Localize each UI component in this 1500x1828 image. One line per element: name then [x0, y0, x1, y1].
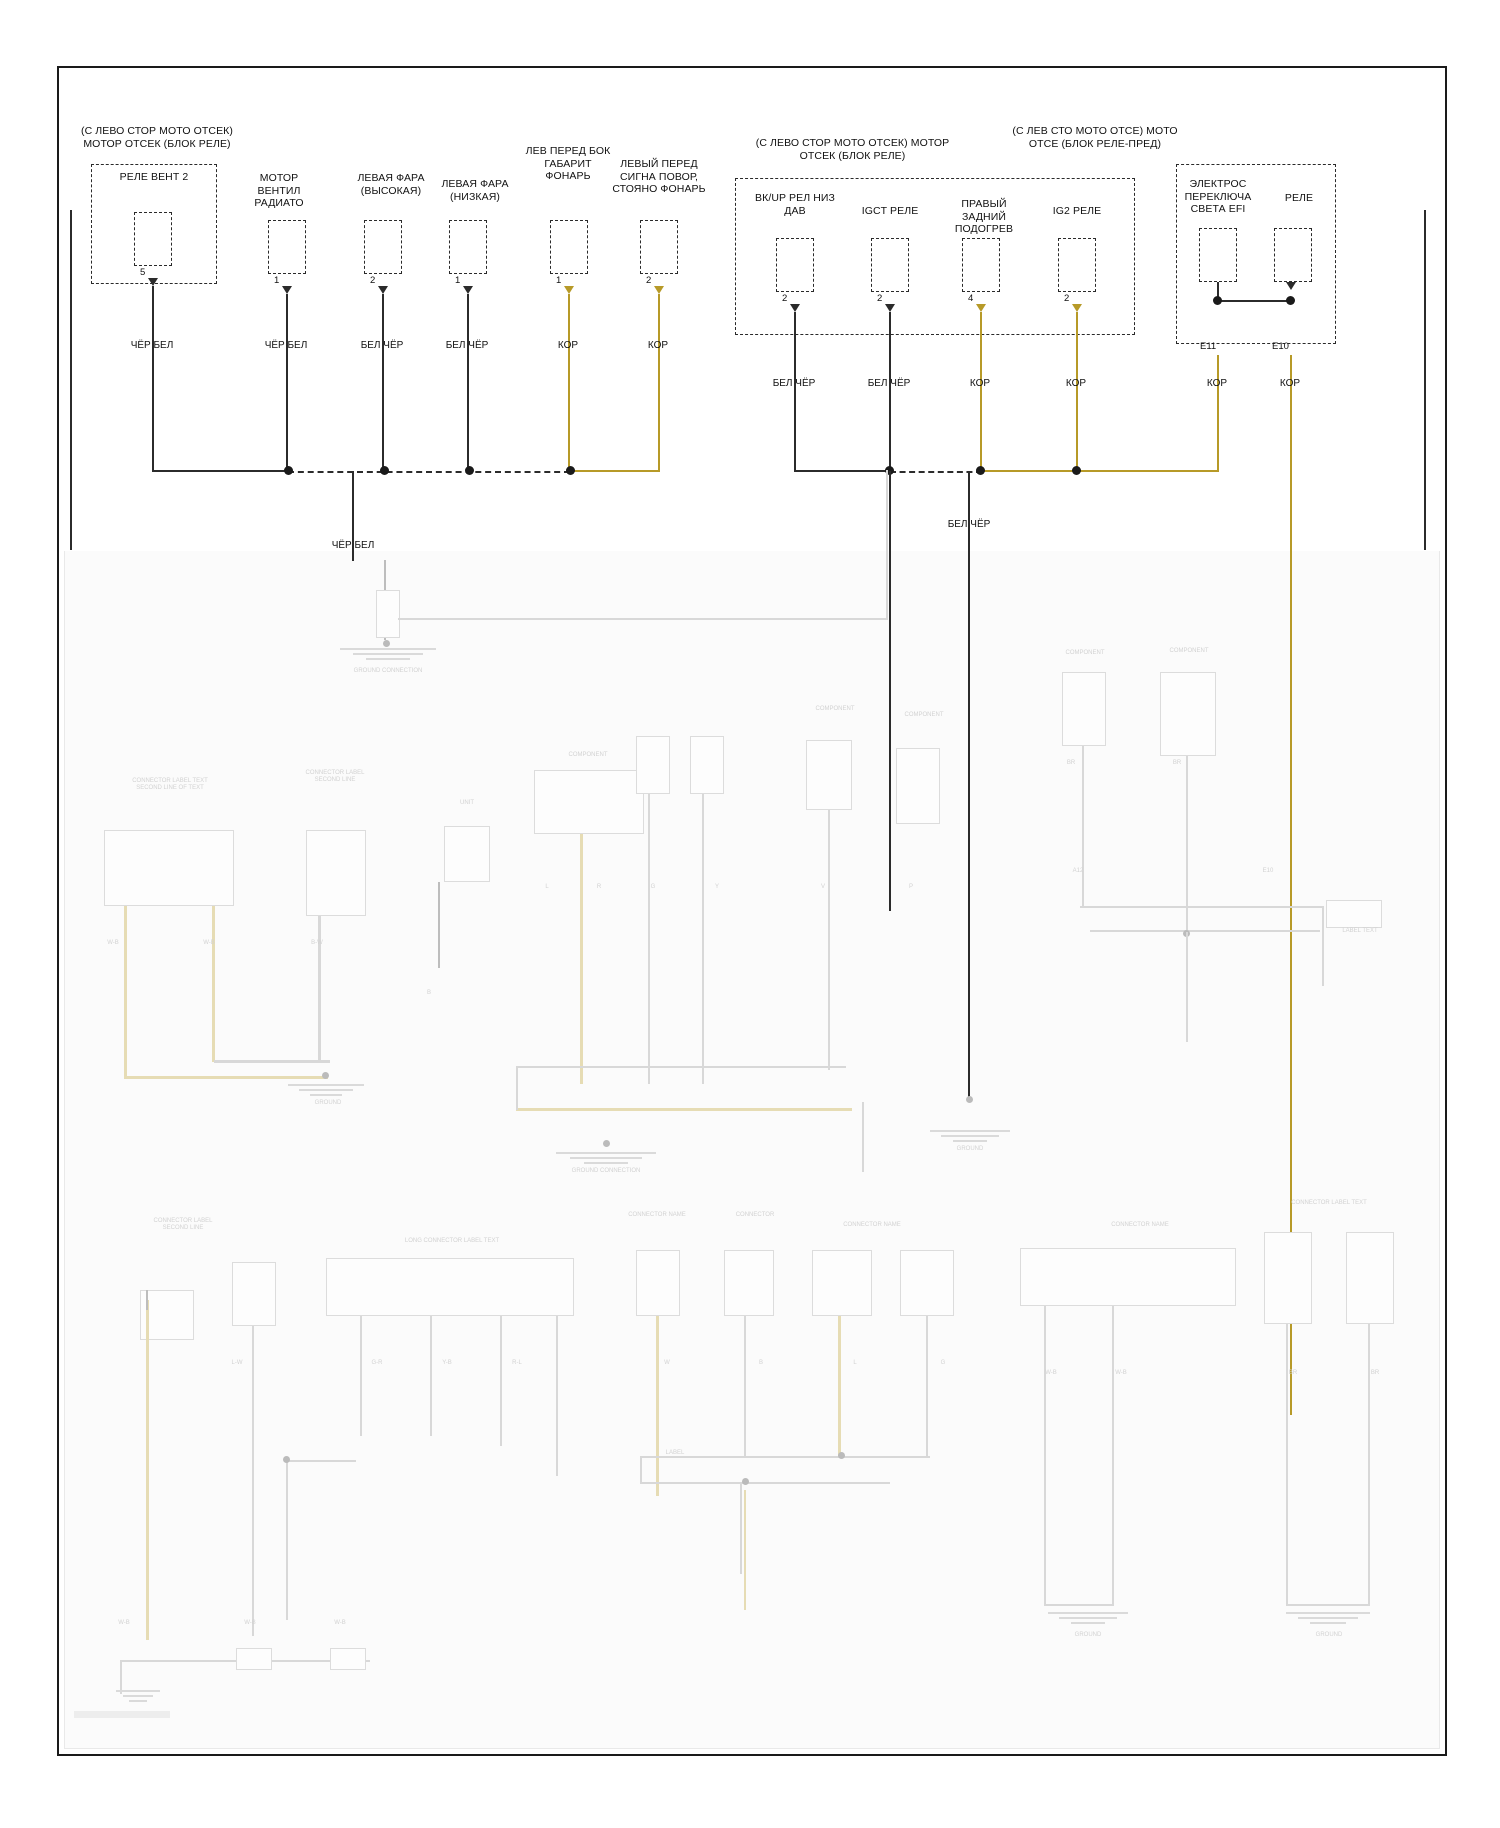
efi-light-switch-pin-box — [1199, 228, 1237, 282]
bus-left-dashed — [288, 471, 570, 473]
relay-vent-2-pin-number: 5 — [140, 267, 146, 278]
left-headlamp-low-pin-box — [449, 220, 487, 274]
bus-left-khaki — [568, 470, 660, 472]
bus-node-headlamp-low — [465, 466, 474, 475]
bus-node-ig2 — [1072, 466, 1081, 475]
frame-left-tick — [70, 210, 72, 550]
motor-vent-wire-label: ЧЁР БЕЛ — [264, 340, 308, 351]
bus-node-marker — [566, 466, 575, 475]
bkup-relay-pin-box — [776, 238, 814, 292]
relay-vent-2-wire-label: ЧЁР БЕЛ — [130, 340, 174, 351]
bus-left-solid — [152, 470, 288, 472]
ig2-relay-wire-label: КОР — [1065, 378, 1087, 389]
relay-block-left-1-header: (С ЛЕВО СТОР МОТО ОТСЕК) МОТОР ОТСЕК (БЛОК РЕЛЕ) — [80, 125, 233, 150]
ig2-relay-label: IG2 РЕЛЕ — [1052, 205, 1102, 217]
igct-relay-label: IGCT РЕЛЕ — [861, 205, 919, 217]
relay-vent-2-label: РЕЛЕ ВЕНТ 2 — [119, 171, 189, 183]
motor-vent-wire — [286, 294, 288, 472]
left-front-marker-pin-box — [550, 220, 588, 274]
left-headlamp-high-pin-number: 2 — [370, 275, 376, 286]
left-front-marker-label: ЛЕВ ПЕРЕД БОК ГАБАРИТ ФОНАРЬ — [525, 145, 611, 182]
bkup-relay-wire — [794, 312, 796, 472]
relay-vent-2-pin-box — [134, 212, 172, 266]
right-relay-arrow — [1286, 282, 1296, 290]
igct-relay-arrow — [885, 304, 895, 312]
left-headlamp-high-label: ЛЕВАЯ ФАРА (ВЫСОКАЯ) — [357, 172, 425, 197]
branch-drop-igct — [889, 471, 891, 911]
right-relay-node — [1286, 296, 1295, 305]
branch-cher-bel-label: ЧЁР БЕЛ — [331, 540, 375, 551]
bus-node-headlamp-high — [380, 466, 389, 475]
efi-light-switch-wire-label: КОР — [1206, 378, 1228, 389]
efi-light-switch-label: ЭЛЕКТРОС ПЕРЕКЛЮЧА СВЕТА EFI — [1184, 178, 1252, 215]
bkup-relay-wire-label: БЕЛ ЧЁР — [772, 378, 816, 389]
motor-vent-pin-number: 1 — [274, 275, 280, 286]
bkup-relay-label: ВК/UP РЕЛ НИЗ ДАВ — [755, 192, 835, 217]
footer-bar — [74, 1711, 170, 1718]
frame-right-tick — [1424, 210, 1426, 550]
bus-right-khaki — [980, 470, 1218, 472]
right-rear-defogger-label: ПРАВЫЙ ЗАДНИЙ ПОДОГРЕВ — [954, 198, 1014, 235]
left-headlamp-low-wire — [467, 294, 469, 472]
left-headlamp-high-pin-box — [364, 220, 402, 274]
right-relay-pin-box — [1274, 228, 1312, 282]
lower-diagram-plate — [64, 551, 1440, 1749]
right-rear-defogger-pin-number: 4 — [968, 293, 974, 304]
igct-relay-wire-label: БЕЛ ЧЁР — [867, 378, 911, 389]
relay-vent-2-wire — [152, 286, 154, 472]
diagram-sheet: (С ЛЕВО СТОР МОТО ОТСЕК) МОТОР ОТСЕК (БЛОК РЕЛЕ) (С ЛЕВО СТОР МОТО ОТСЕК) МОТОР ОТСЕК (БЛОК РЕЛЕ) (С ЛЕВ СТО МОТО ОТСЕ) МОТО ОТСЕ (БЛОК РЕЛЕ-ПРЕД) РЕЛЕ ВЕНТ 2 5 ЧЁР БЕЛ МОТОР ВЕНТИЛ РАДИАТО 1 ЧЁР БЕЛ ЛЕВАЯ ФАРА (ВЫСОКАЯ) 2 БЕЛ ЧЁР ЛЕВАЯ ФАРА (НИЗКАЯ) 1 БЕЛ ЧЁР ЛЕВ ПЕРЕД БОК ГАБАРИТ ФОНАРЬ 1 КОР ЛЕВЫЙ ПЕРЕД СИГНА ПОВОР, СТОЯНО ФОНАРЬ 2 КОР ВК/UP РЕЛ НИЗ ДАВ 2 БЕЛ ЧЁР IGCT РЕЛЕ 2 БЕЛ ЧЁР ПРАВЫЙ ЗАДНИЙ ПОДОГРЕВ 4 КОР IG2 РЕЛЕ 2 КОР ЭЛЕКТРОС ПЕРЕКЛЮЧА СВЕТА EFI E11 КОР РЕЛЕ E10 КОР ЧЁР БЕЛ БЕЛ ЧЁР GROUND CONNECTION CONNECTOR LABEL TEXT SECOND LINE OF TEXT CONNECTOR LABEL SECOND LINE UNIT GROUND COMPONENT COMPONENT COMPONENT GROUND CONNECTION GROUND COMPONENT COMPONENT LABEL TEXT A12 E10 CONNECTOR LABEL SECOND LINE LONG CONNECTOR LABEL TEXT CONNECTOR NAME CONNECTOR CONNECTOR NAME LABEL CONNECTOR NAME CONNECTOR LABEL TEXT GROUND GROUND W-B W-B B-W B L R G Y V P BR BR L-W G-R Y-B R-L W B L G W-B W-B BR BR W-B W-B W-B — [0, 0, 1500, 1828]
bkup-relay-arrow — [790, 304, 800, 312]
motor-vent-pin-box — [268, 220, 306, 274]
left-headlamp-high-wire — [382, 294, 384, 472]
bus-right-solid — [794, 470, 890, 472]
efi-light-switch-wire — [1217, 355, 1219, 472]
right-rear-defogger-wire-label: КОР — [969, 378, 991, 389]
efi-relay-tie — [1217, 300, 1290, 302]
right-rear-defogger-arrow — [976, 304, 986, 312]
ig2-relay-arrow — [1072, 304, 1082, 312]
efi-light-switch-node — [1213, 296, 1222, 305]
left-headlamp-low-label: ЛЕВАЯ ФАРА (НИЗКАЯ) — [441, 178, 509, 203]
motor-vent-label: МОТОР ВЕНТИЛ РАДИАТО — [254, 172, 304, 209]
left-front-turn-arrow — [654, 286, 664, 294]
right-rear-defogger-pin-box — [962, 238, 1000, 292]
bus-node-defogger — [976, 466, 985, 475]
right-relay-pin-number: E10 — [1272, 341, 1289, 352]
branch-drop-bel-cher — [968, 471, 970, 1101]
left-front-turn-pin-box — [640, 220, 678, 274]
left-front-marker-wire-label: КОР — [557, 340, 579, 351]
igct-relay-pin-number: 2 — [877, 293, 883, 304]
bus-node-motor-vent — [284, 466, 293, 475]
left-front-marker-pin-number: 1 — [556, 275, 562, 286]
left-headlamp-low-pin-number: 1 — [455, 275, 461, 286]
left-headlamp-high-wire-label: БЕЛ ЧЁР — [360, 340, 404, 351]
bkup-relay-pin-number: 2 — [782, 293, 788, 304]
right-relay-label: РЕЛЕ — [1284, 192, 1314, 204]
left-front-turn-wire — [658, 294, 660, 472]
motor-vent-arrow — [282, 286, 292, 294]
right-relay-wire-label: КОР — [1279, 378, 1301, 389]
efi-light-switch-pin-number: E11 — [1200, 341, 1217, 352]
igct-relay-pin-box — [871, 238, 909, 292]
left-headlamp-high-arrow — [378, 286, 388, 294]
ig2-relay-pin-box — [1058, 238, 1096, 292]
relay-fuse-block-right-header: (С ЛЕВ СТО МОТО ОТСЕ) МОТО ОТСЕ (БЛОК РЕЛЕ-ПРЕД) — [1012, 125, 1178, 150]
relay-block-left-2-header: (С ЛЕВО СТОР МОТО ОТСЕК) МОТОР ОТСЕК (БЛОК РЕЛЕ) — [755, 137, 950, 162]
igct-relay-wire — [889, 312, 891, 472]
left-front-marker-wire — [568, 294, 570, 472]
ig2-relay-wire — [1076, 312, 1078, 472]
left-front-turn-pin-number: 2 — [646, 275, 652, 286]
left-front-turn-label: ЛЕВЫЙ ПЕРЕД СИГНА ПОВОР, СТОЯНО ФОНАРЬ — [612, 158, 706, 195]
branch-bel-cher-label: БЕЛ ЧЁР — [947, 519, 991, 530]
ig2-relay-pin-number: 2 — [1064, 293, 1070, 304]
relay-vent-2-arrow — [148, 278, 158, 286]
left-front-turn-wire-label: КОР — [647, 340, 669, 351]
left-headlamp-low-arrow — [463, 286, 473, 294]
left-front-marker-arrow — [564, 286, 574, 294]
left-headlamp-low-wire-label: БЕЛ ЧЁР — [445, 340, 489, 351]
right-rear-defogger-wire — [980, 312, 982, 472]
